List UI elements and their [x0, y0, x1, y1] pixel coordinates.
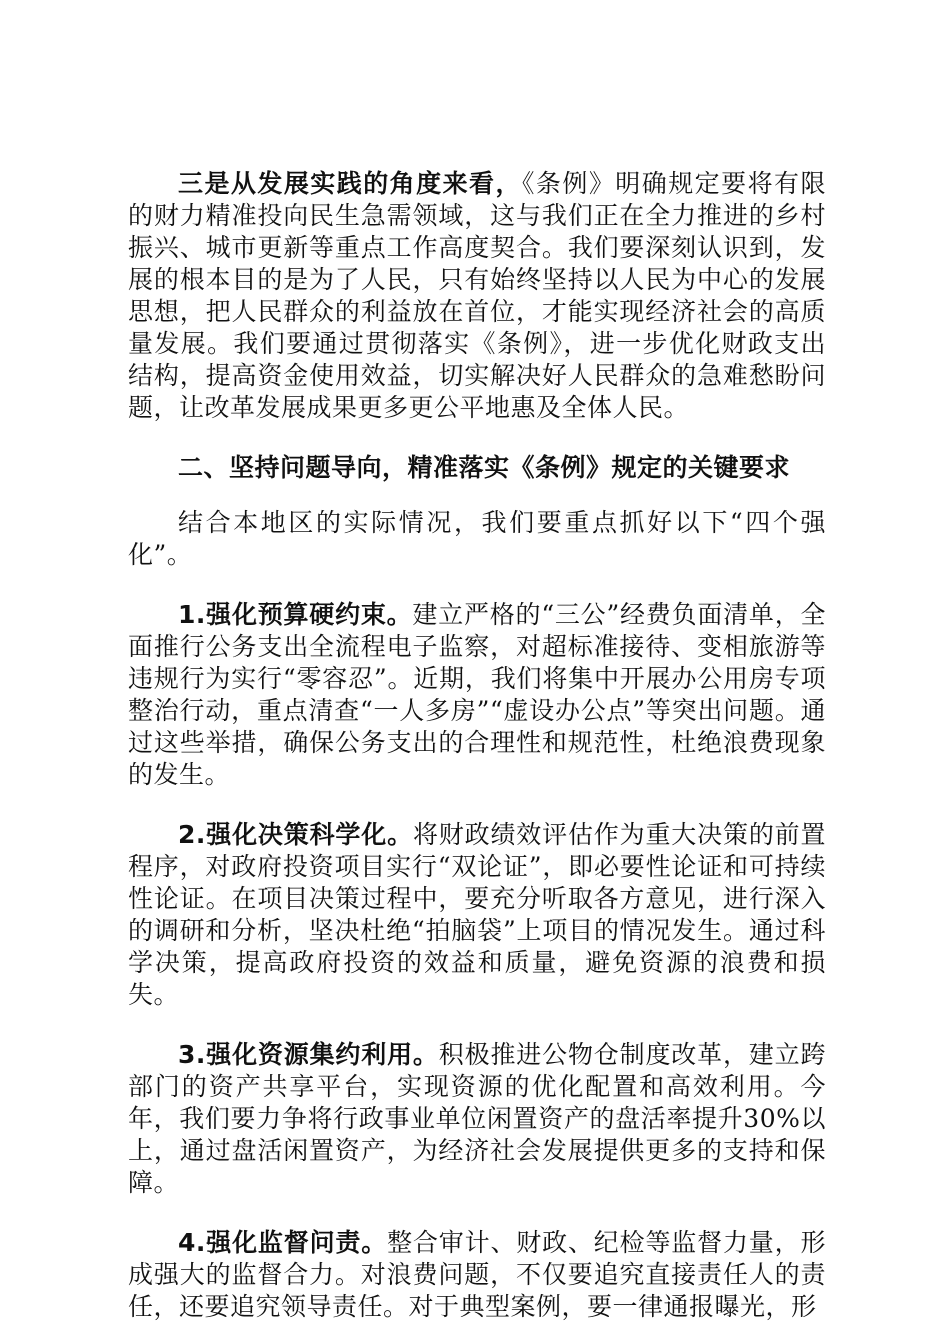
item-lead: 4.强化监督问责。 — [178, 1228, 388, 1257]
paragraph-development-practice — [128, 168, 826, 424]
paragraph-text: 《条例》明确规定要将有限的财力精准投向民生急需领域，这与我们正在全力推进的乡村振兴、城市更新等重点工作高度契合。我们要深刻认识到，发展的根本目的是为了人民，只有始终坚持以人民为中心的发展思想，把人民群众的利益放在首位，才能实现经济社会的高质量发展。我们要通过贯彻落实《条例》，进一步优化财政支出结构，提高资金使用效益，切实解决好人民群众的急难愁盼问题，让改革发展成果更多更公平地惠及全体人民。 — [128, 169, 826, 422]
section-heading: 二、坚持问题导向，精准落实《条例》规定的关键要求 — [178, 453, 791, 482]
item-lead: 3.强化资源集约利用。 — [178, 1040, 439, 1069]
list-item-scientific-decision — [128, 819, 826, 1011]
item-text: 建立严格的“三公”经费负面清单，全面推行公务支出全流程电子监察，对超标准接待、变相旅游等违规行为实行“零容忍”。近期，我们将集中开展办公用房专项整治行动，重点清查“一人多房”“虚设办公点”等突出问题。通过这些举措，确保公务支出的合理性和规范性，杜绝浪费现象的发生。 — [128, 600, 826, 789]
item-lead: 1.强化预算硬约束。 — [178, 600, 413, 629]
item-lead: 2.强化决策科学化。 — [178, 820, 413, 849]
item-text: 积极推进公物仓制度改革，建立跨部门的资产共享平台，实现资源的优化配置和高效利用。今年，我们要力争将行政事业单位闲置资产的盘活率提升30%以上，通过盘活闲置资产，为经济社会发展提供更多的支持和保障。 — [128, 1040, 826, 1197]
intro-paragraph: 结合本地区的实际情况，我们要重点抓好以下“四个强化”。 — [128, 508, 826, 569]
list-item-budget-constraint — [128, 599, 826, 791]
document-body — [128, 168, 826, 1323]
list-item-supervision — [128, 1227, 826, 1323]
item-text: 将财政绩效评估作为重大决策的前置程序，对政府投资项目实行“双论证”，即必要性论证和可持续性论证。在项目决策过程中，要充分听取各方意见，进行深入的调研和分析，坚决杜绝“拍脑袋”上项目的情况发生。通过科学决策，提高政府投资的效益和质量，避免资源的浪费和损失。 — [128, 820, 826, 1009]
list-item-resource-utilization — [128, 1039, 826, 1199]
paragraph-lead: 三是从发展实践的角度来看， — [178, 169, 522, 198]
item-text: 整合审计、财政、纪检等监督力量，形成强大的监督合力。对浪费问题，不仅要追究直接责任人的责任，还要追究领导责任。对于典型案例，要一律通报曝光，形 — [128, 1228, 826, 1321]
